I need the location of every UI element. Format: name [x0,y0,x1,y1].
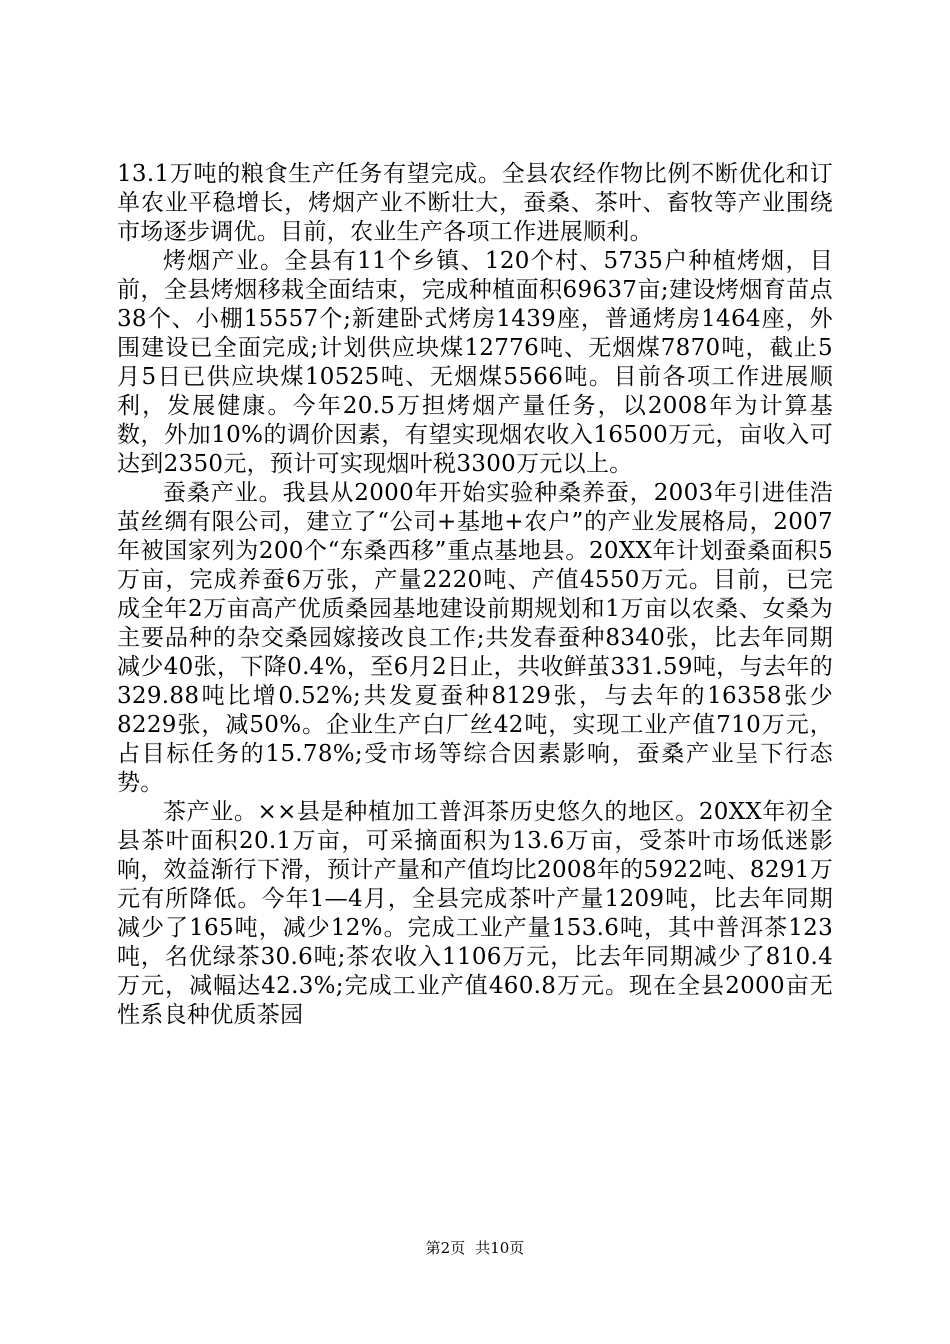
paragraph-tobacco: 烤烟产业。全县有11个乡镇、120个村、5735户种植烤烟，目前，全县烤烟移栽全面结束，完成种植面积69637亩;建设烤烟育苗点38个、小棚15557个;新建卧式烤房1439座，普通烤房1464座，外围建设已全面完成;计划供应块煤12776吨、无烟煤7870吨，截止5月5日已供应块煤10525吨、无烟煤5566吨。目前各项工作进展顺利，发展健康。今年20.5万担烤烟产量任务，以2008年为计算基数，外加10%的调价因素，有望实现烟农收入16500万元，亩收入可达到2350元，预计可实现烟叶税3300万元以上。 [117,248,833,477]
page-footer [0,1238,950,1258]
paragraph-tea: 茶产业。××县是种植加工普洱茶历史悠久的地区。20XX年初全县茶叶面积20.1万亩，可采摘面积为13.6万亩，受茶叶市场低迷影响，效益渐行下滑，预计产量和产值均比2008年的5922吨、8291万元有所降低。今年1—4月，全县完成茶叶产量1209吨，比去年同期减少了165吨，减少12%。完成工业产量153.6吨，其中普洱茶123吨，名优绿茶30.6吨;茶农收入1106万元，比去年同期减少了810.4万元，减幅达42.3%;完成工业产值460.8万元。现在全县2000亩无性系良种优质茶园 [117,799,833,1028]
paragraph-sericulture: 蚕桑产业。我县从2000年开始实验种桑养蚕，2003年引进佳浩茧丝绸有限公司，建立了“公司+基地+农户”的产业发展格局，2007年被国家列为200个“东桑西移”重点基地县。20XX年计划蚕桑面积5万亩，完成养蚕6万张，产量2220吨、产值4550万元。目前，已完成全年2万亩高产优质桑园基地建设前期规划和1万亩以农桑、女桑为主要品种的杂交桑园嫁接改良工作;共发春蚕种8340张，比去年同期减少40张，下降0.4%，至6月2日止，共收鲜茧331.59吨，与去年的329.88吨比增0.52%;共发夏蚕种8129张，与去年的16358张少8229张，减50%。企业生产白厂丝42吨，实现工业产值710万元，占目标任务的15.78%;受市场等综合因素影响，蚕桑产业呈下行态势。 [117,480,833,796]
paragraph-grain-continuation: 13.1万吨的粮食生产任务有望完成。全县农经作物比例不断优化和订单农业平稳增长，烤烟产业不断壮大，蚕桑、茶叶、畜牧等产业围绕市场逐步调优。目前，农业生产各项工作进展顺利。 [117,161,833,245]
page-number: 第2页 [425,1239,466,1257]
page-total: 共10页 [475,1239,525,1257]
document-body [117,160,833,1030]
